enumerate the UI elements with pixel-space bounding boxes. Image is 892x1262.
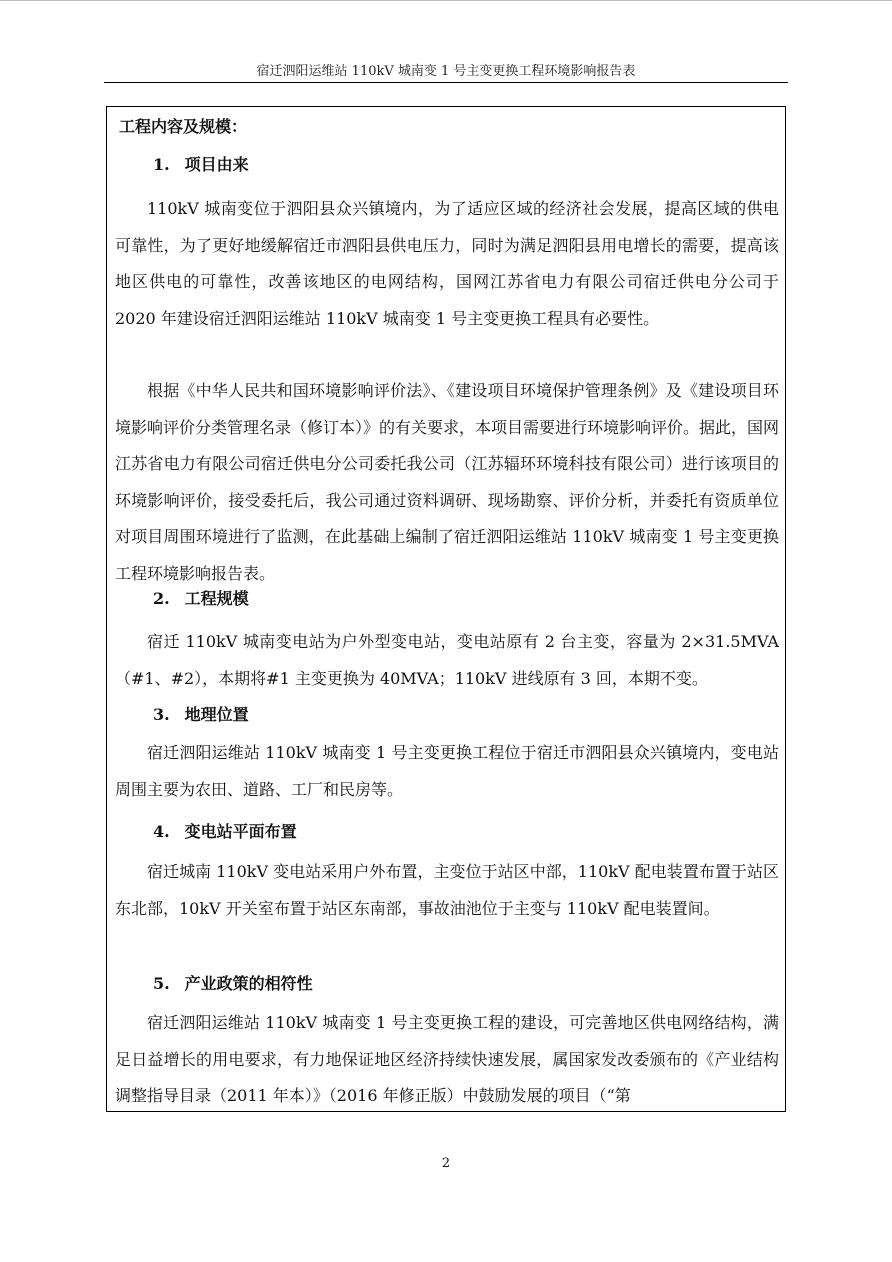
section-number: 3. [153,705,170,724]
section-number: 4. [153,822,170,841]
content-box [106,106,786,1112]
paragraph: 宿迁泗阳运维站 110kV 城南变 1 号主变更换工程的建设，可完善地区供电网络结构，满足日益增长的用电要求，有力地保证地区经济持续快速发展，属国家发改委颁布的《产业结构调整指导目录（2011 年本）》（2016 年修正版）中鼓励发展的项目（“第 [115,1013,779,1105]
running-header: 宿迁泗阳运维站 110kV 城南变 1 号主变更换工程环境影响报告表 [256,64,636,79]
page-top-border [0,0,892,1]
box-title: 工程内容及规模： [119,117,248,136]
section-title: 变电站平面布置 [184,822,297,841]
paragraph: 110kV 城南变位于泗阳县众兴镇境内，为了适应区域的经济社会发展，提高区域的供电可靠性，为了更好地缓解宿迁市泗阳县供电压力，同时为满足泗阳县用电增长的需要，提高该地区供电的可靠性，改善该地区的电网结构，国网江苏省电力有限公司宿迁供电分公司于 2020 年建设宿迁泗阳运维站 110kV 城南变 1 号主变更换工程具有必要性。 [115,199,779,328]
section-heading-2 [153,588,249,610]
section-number: 2. [153,589,170,608]
section-title: 地理位置 [184,705,249,724]
paragraph: 宿迁 110kV 城南变电站为户外型变电站，变电站原有 2 台主变，容量为 2×31.5MVA（#1、#2），本期将#1 主变更换为 40MVA；110kV 进线原有 3 回，本期不变。 [115,632,779,688]
section-heading-5 [153,973,313,995]
section-title: 产业政策的相符性 [184,974,313,993]
section-heading-1 [153,154,249,176]
section-title: 工程规模 [184,589,249,608]
page-number: 2 [441,1156,451,1171]
section-number: 5. [153,974,170,993]
paragraph: 宿迁城南 110kV 变电站采用户外布置，主变位于站区中部，110kV 配电装置布置于站区东北部，10kV 开关室布置于站区东南部，事故油池位于主变与 110kV 配电装置间。 [115,862,779,918]
paragraph: 根据《中华人民共和国环境影响评价法》、《建设项目环境保护管理条例》及《建设项目环境影响评价分类管理名录（修订本）》的有关要求，本项目需要进行环境影响评价。据此，国网江苏省电力有限公司宿迁供电分公司委托我公司（江苏辐环环境科技有限公司）进行该项目的环境影响评价，接受委托后，我公司通过资料调研、现场勘察、评价分析，并委托有资质单位对项目周围环境进行了监测，在此基础上编制了宿迁泗阳运维站 110kV 城南变 1 号主变更换工程环境影响报告表。 [115,381,780,583]
section-number: 1. [153,155,170,174]
paragraph: 宿迁泗阳运维站 110kV 城南变 1 号主变更换工程位于宿迁市泗阳县众兴镇境内，变电站周围主要为农田、道路、工厂和民房等。 [115,743,779,799]
section-heading-3 [153,704,249,726]
section-heading-4 [153,821,297,843]
section-title: 项目由来 [184,155,249,174]
header-rule [104,82,788,83]
